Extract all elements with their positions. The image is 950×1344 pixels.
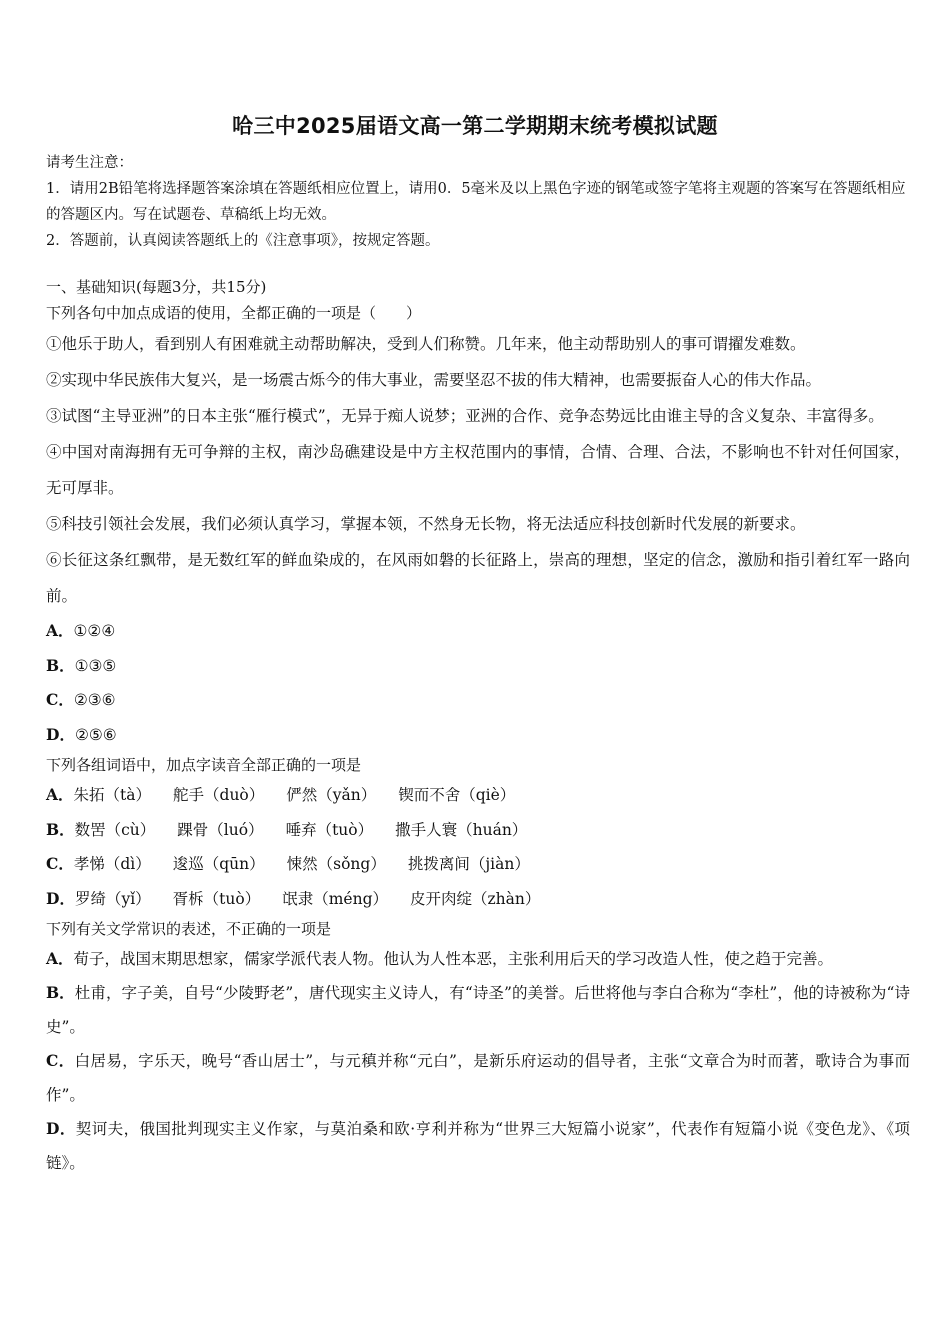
option-d[interactable] xyxy=(46,718,910,753)
option-word: 撒手人寰（huán） xyxy=(395,820,528,839)
option-word: 数罟（cù） xyxy=(74,820,156,839)
exam-content xyxy=(46,150,910,1180)
question-stem: 下列各组词语中，加点字读音全部正确的一项是 xyxy=(46,756,362,774)
option-label: C． xyxy=(46,690,74,709)
option-label: A． xyxy=(46,949,74,968)
option-c[interactable] xyxy=(46,847,910,882)
option-a[interactable] xyxy=(46,942,910,976)
page-title: 哈三中2025届语文高一第二学期期末统考模拟试题 xyxy=(232,114,718,138)
option-a[interactable] xyxy=(46,614,910,649)
option-text: ②⑤⑥ xyxy=(74,725,117,744)
option-word: 唾弃（tuò） xyxy=(285,820,374,839)
option-text: 荀子，战国末期思想家，儒家学派代表人物。他认为人性本恶，主张利用后天的学习改造人性，使之趋于完善。 xyxy=(73,950,834,968)
option-word: 踝骨（luó） xyxy=(177,820,264,839)
option-text: ②③⑥ xyxy=(73,691,116,709)
option-text: 杜甫，字子美，自号“少陵野老”，唐代现实主义诗人，有“诗圣”的美誉。后世将他与李白合称为“李杜”，他的诗被称为“诗史”。 xyxy=(46,984,910,1036)
option-label: D． xyxy=(46,1119,76,1138)
option-label: D． xyxy=(46,888,75,908)
notice-line-2: 2．答题前，认真阅读答题纸上的《注意事项》，按规定答题。 xyxy=(46,233,440,249)
option-word: 锲而不舍（qiè） xyxy=(398,786,516,804)
sentence-item: ③试图“主导亚洲”的日本主张“雁行模式”，无异于痴人说梦；亚洲的合作、竞争态势远比由谁主导的含义复杂、丰富得多。 xyxy=(46,407,884,425)
option-label: A． xyxy=(46,785,74,804)
option-text: ①③⑤ xyxy=(74,656,117,675)
option-word: 氓隶（méng） xyxy=(282,889,388,908)
option-d[interactable] xyxy=(46,1112,910,1180)
option-label: B． xyxy=(46,983,75,1002)
option-word: 朱拓（tà） xyxy=(73,786,152,804)
option-word: 悚然（sǒng） xyxy=(286,855,386,873)
option-word: 逡巡（qūn） xyxy=(172,855,265,873)
sentence-item: ④中国对南海拥有无可争辩的主权，南沙岛礁建设是中方主权范围内的事情，合情、合理、合法，不影响也不针对任何国家，无可厚非。 xyxy=(46,443,910,497)
option-word: 孝悌（dì） xyxy=(73,855,151,873)
option-c[interactable] xyxy=(46,683,910,718)
option-d[interactable] xyxy=(46,882,910,917)
option-b[interactable] xyxy=(46,813,910,848)
option-word: 皮开肉绽（zhàn） xyxy=(410,889,541,908)
option-a[interactable] xyxy=(46,778,910,813)
notice-heading: 请考生注意： xyxy=(46,155,133,171)
option-text: ①②④ xyxy=(73,622,116,640)
sentence-item: ②实现中华民族伟大复兴，是一场震古烁今的伟大事业，需要坚忍不拔的伟大精神，也需要振奋人心的伟大作品。 xyxy=(46,371,822,389)
option-b[interactable] xyxy=(46,976,910,1044)
option-label: D． xyxy=(46,724,75,744)
option-b[interactable] xyxy=(46,649,910,684)
option-word: 俨然（yǎn） xyxy=(286,786,377,804)
option-c[interactable] xyxy=(46,1044,910,1112)
question-3 xyxy=(46,916,910,1180)
option-text: 白居易，字乐天，晚号“香山居士”，与元稹并称“元白”，是新乐府运动的倡导者，主张“文章合为时而著，歌诗合为事而作”。 xyxy=(46,1052,910,1104)
option-label: B． xyxy=(46,819,75,839)
option-label: C． xyxy=(46,854,74,873)
option-word: 罗绮（yǐ） xyxy=(74,889,151,908)
option-word: 舵手（duò） xyxy=(173,786,265,804)
question-1 xyxy=(46,300,910,752)
sentence-item: ①他乐于助人，看到别人有困难就主动帮助解决，受到人们称赞。几年来，他主动帮助别人的事可谓擢发难数。 xyxy=(46,335,806,353)
option-label: A． xyxy=(46,621,74,640)
option-word: 挑拨离间（jiàn） xyxy=(407,855,530,873)
notice-line-1: 1．请用2B铅笔将选择题答案涂填在答题纸相应位置上，请用0．5毫米及以上黑色字迹的钢笔或签字笔将主观题的答案写在答题纸相应的答题区内。写在试题卷、草稿纸上均无效。 xyxy=(46,181,906,223)
question-stem: 下列有关文学常识的表述，不正确的一项是 xyxy=(46,920,332,938)
section-heading: 一、基础知识(每题3分，共15分) xyxy=(46,278,267,296)
option-label: B． xyxy=(46,655,75,675)
question-2 xyxy=(46,752,910,916)
option-text: 契诃夫，俄国批判现实主义作家，与莫泊桑和欧·亨利并称为“世界三大短篇小说家”，代表作有短篇小说《变色龙》、《项链》。 xyxy=(46,1120,910,1172)
option-word: 胥柝（tuò） xyxy=(172,889,261,908)
question-stem: 下列各句中加点成语的使用，全都正确的一项是（ ） xyxy=(46,304,422,322)
notice-block xyxy=(46,150,910,254)
sentence-item: ⑥长征这条红飘带，是无数红军的鲜血染成的，在风雨如磐的长征路上，崇高的理想，坚定的信念，激励和指引着红军一路向前。 xyxy=(46,551,910,605)
sentence-item: ⑤科技引领社会发展，我们必须认真学习，掌握本领，不然身无长物，将无法适应科技创新时代发展的新要求。 xyxy=(46,515,806,533)
option-label: C． xyxy=(46,1051,75,1070)
